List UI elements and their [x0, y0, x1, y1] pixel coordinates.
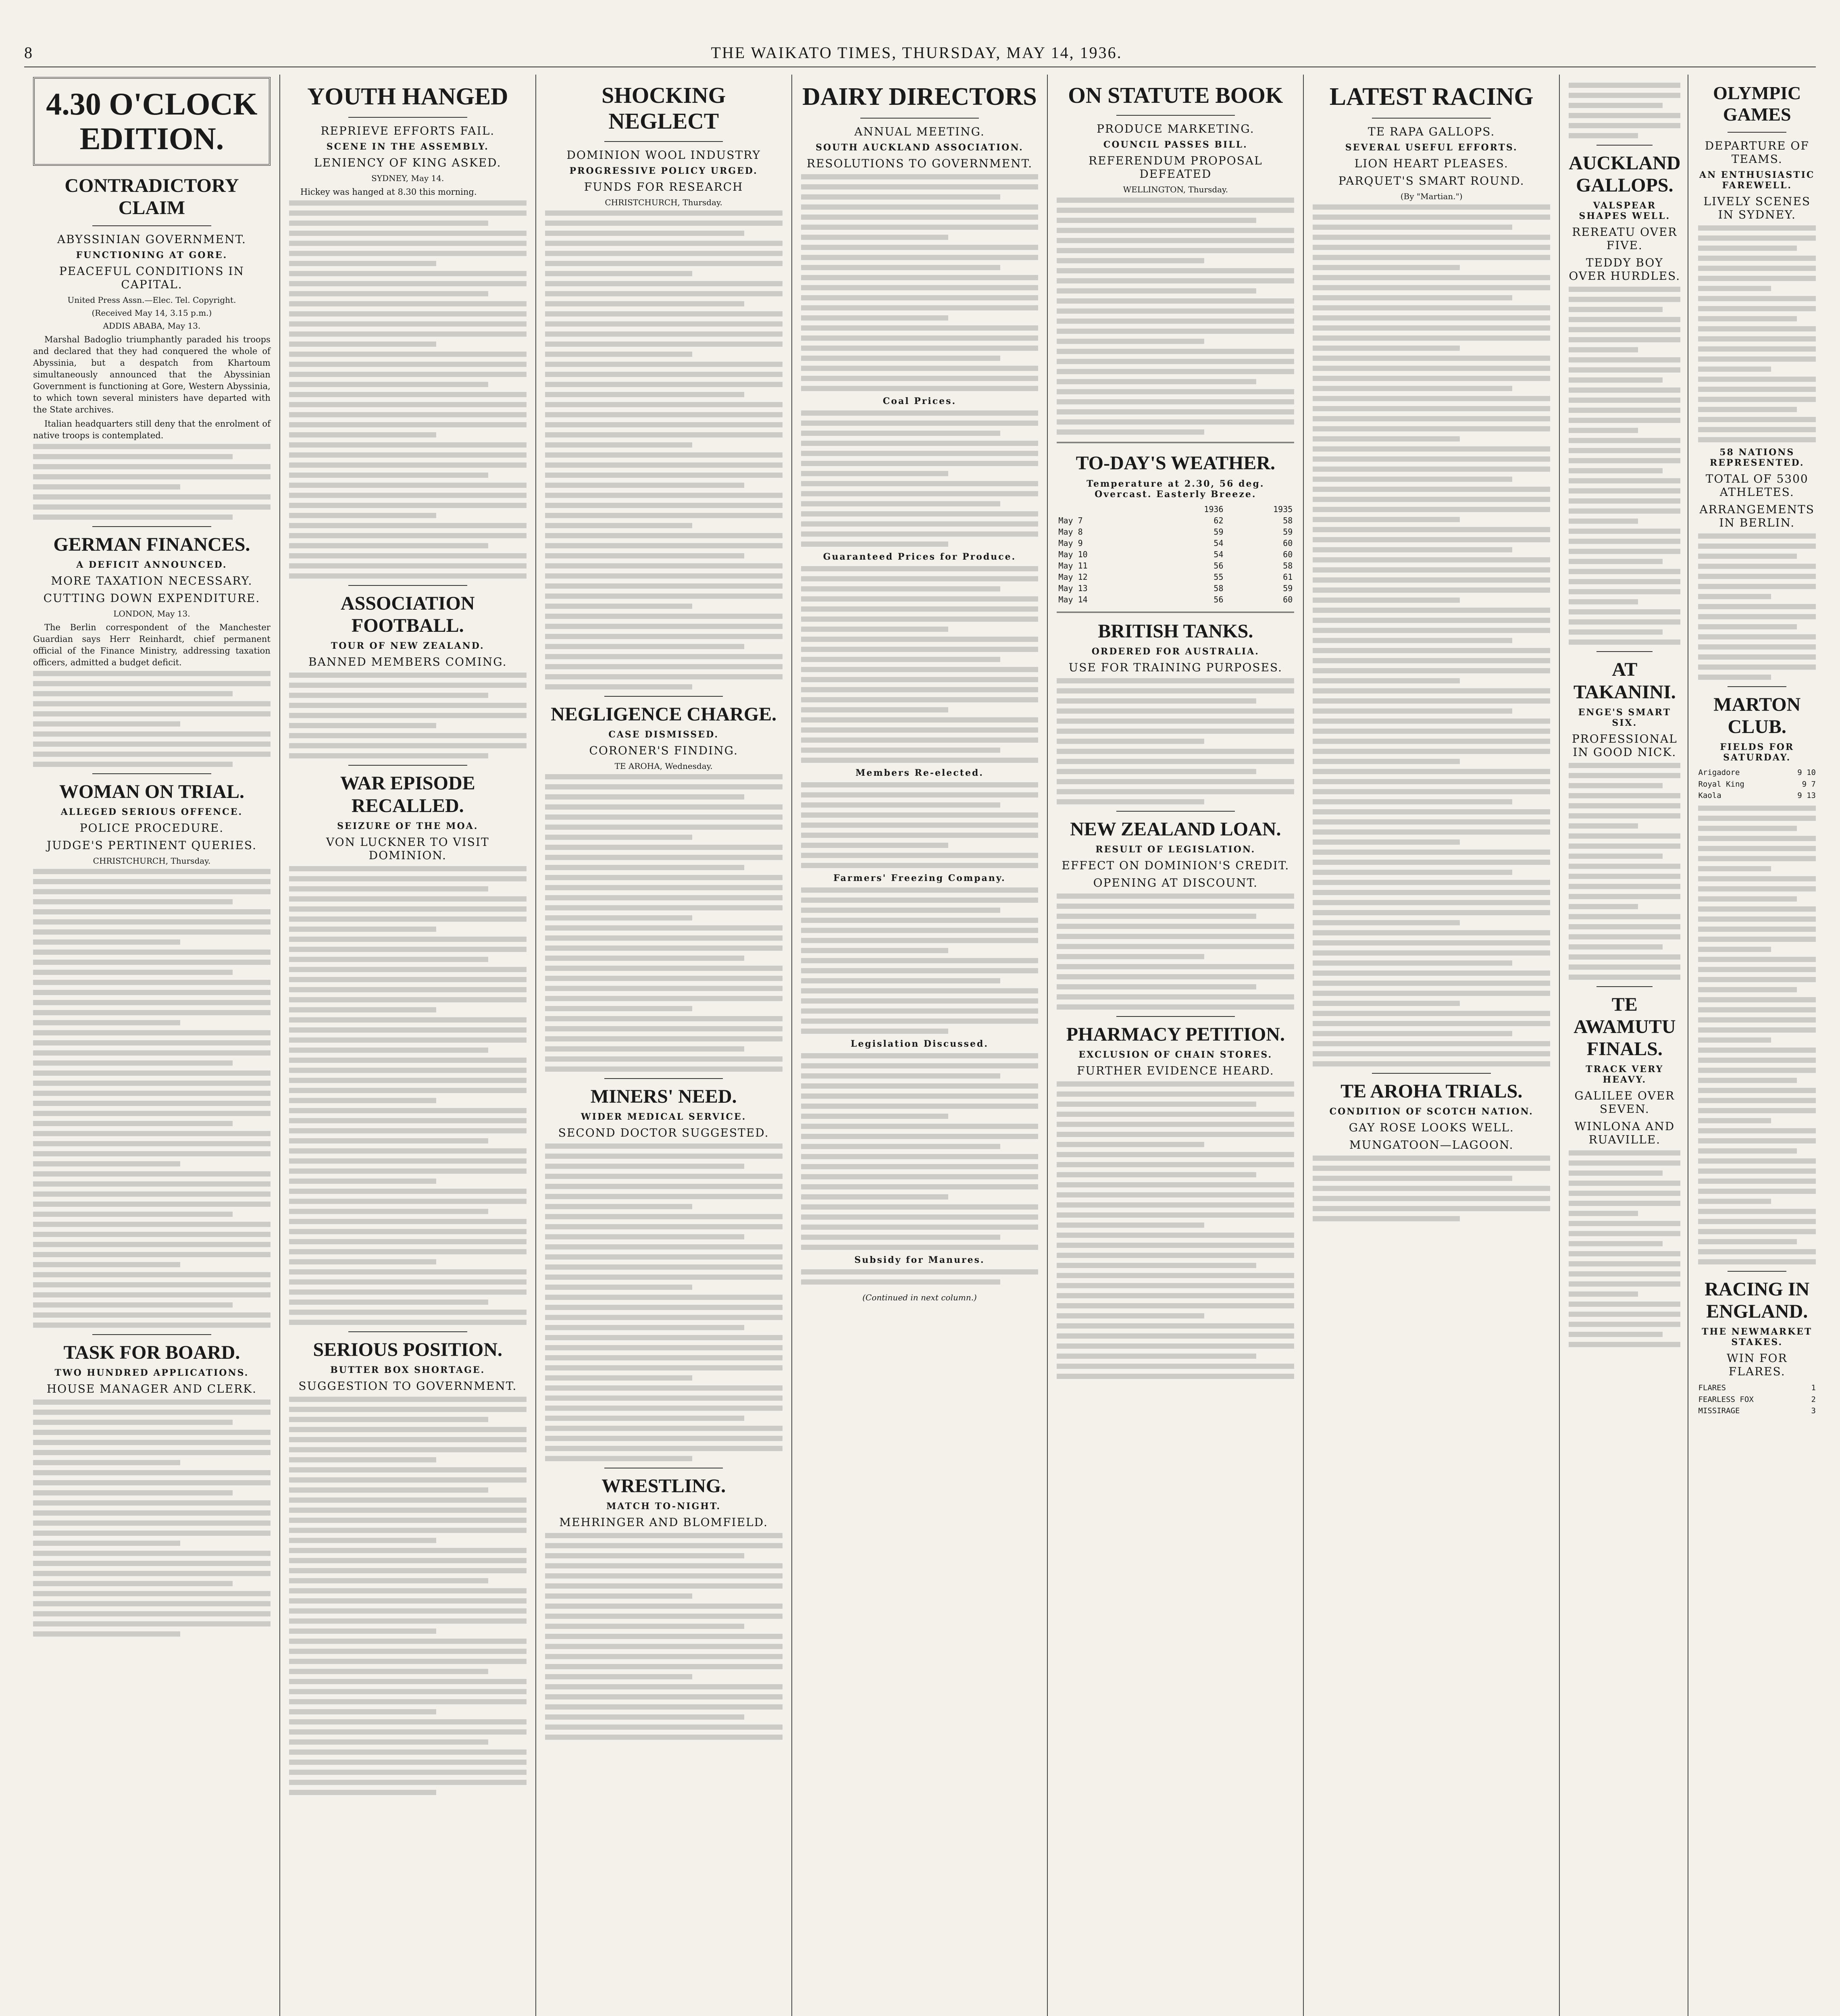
article-text-block: [801, 566, 1039, 763]
section-subhead: Farmers' Freezing Company.: [833, 873, 1006, 884]
article-text-block: [1569, 83, 1680, 138]
subhead: A DEFICIT ANNOUNCED.: [76, 559, 227, 570]
article-text-block: [545, 774, 783, 1072]
headline-british-tanks: BRITISH TANKS.: [1098, 620, 1253, 642]
subhead: DEPARTURE OF TEAMS.: [1705, 139, 1809, 166]
subhead: VALSPEAR SHAPES WELL.: [1579, 200, 1671, 222]
subhead: WINLONA AND RUAVILLE.: [1574, 1120, 1675, 1147]
article-text-block: [1698, 806, 1816, 1264]
section-subhead: Coal Prices.: [883, 396, 957, 407]
headline-olympic-games: OLYMPIC GAMES: [1713, 83, 1801, 125]
subhead: THE NEWMARKET STAKES.: [1702, 1327, 1813, 1348]
subhead: BUTTER BOX SHORTAGE.: [330, 1364, 485, 1375]
table-row: May 10 54 60: [1058, 549, 1293, 559]
headline-negligence-charge: NEGLIGENCE CHARGE.: [551, 703, 777, 725]
subhead: PROGRESSIVE POLICY URGED.: [569, 165, 758, 176]
column-5: [1048, 75, 1304, 2016]
table-row: May 9 54 60: [1058, 538, 1293, 548]
table-row: May 12 55 61: [1058, 572, 1293, 582]
dateline: CHRISTCHURCH, Thursday.: [93, 856, 211, 866]
headline-dairy-directors: DAIRY DIRECTORS: [802, 83, 1037, 110]
headline-german-finances: GERMAN FINANCES.: [53, 533, 250, 555]
subhead: PRODUCE MARKETING.: [1097, 122, 1255, 136]
article-text-block: [33, 671, 271, 767]
column-3: [536, 75, 792, 2016]
subhead: ABYSSINIAN GOVERNMENT.: [57, 232, 246, 246]
table-row: May 11 56 58: [1058, 560, 1293, 571]
race-entries: [1698, 767, 1816, 802]
article-text-block: [801, 887, 1039, 1034]
subhead: WIN FOR FLARES.: [1726, 1352, 1788, 1379]
received-line: (Received May 14, 3.15 p.m.): [92, 308, 212, 318]
year-header: 1935: [1273, 504, 1293, 514]
subhead: USE FOR TRAINING PURPOSES.: [1068, 660, 1283, 674]
subhead: WIDER MEDICAL SERVICE.: [581, 1112, 747, 1123]
subhead: FIELDS FOR SATURDAY.: [1720, 742, 1794, 763]
headline-association-football: ASSOCIATION FOOTBALL.: [341, 592, 475, 637]
subhead: SECOND DOCTOR SUGGESTED.: [558, 1126, 769, 1140]
headline-serious-position: SERIOUS POSITION.: [313, 1339, 503, 1360]
subhead: VON LUCKNER TO VISIT DOMINION.: [326, 835, 489, 862]
article-text-block: [1569, 287, 1680, 645]
year-header: 1936: [1204, 504, 1224, 514]
headline-war-episode: WAR EPISODE RECALLED.: [340, 773, 475, 816]
subhead: SCENE IN THE ASSEMBLY.: [326, 142, 489, 152]
article-text-block: [1698, 225, 1816, 442]
article-text-block: [33, 1400, 271, 1637]
weather-box: [1057, 442, 1294, 612]
dateline: TE AROHA, Wednesday.: [614, 761, 713, 771]
subhead: AN ENTHUSIASTIC FAREWELL.: [1699, 169, 1815, 191]
subhead: TEDDY BOY OVER HURDLES.: [1569, 256, 1681, 283]
credit-line: United Press Assn.—Elec. Tel. Copyright.: [67, 295, 236, 305]
dateline: WELLINGTON, Thursday.: [1123, 185, 1228, 195]
subhead: COUNCIL PASSES BILL.: [1103, 140, 1248, 150]
headline-on-statute-book: ON STATUTE BOOK: [1068, 83, 1283, 108]
article-text-block: [1569, 1150, 1680, 1347]
subhead: 58 NATIONS REPRESENTED.: [1709, 447, 1805, 468]
article-text-block: [1313, 204, 1550, 1066]
article-text-block: [289, 1397, 527, 1795]
weather-table: [1057, 504, 1294, 605]
newspaper-title: THE WAIKATO TIMES, THURSDAY, MAY 14, 1936.: [711, 43, 1122, 62]
article-text-block: [1569, 763, 1680, 980]
race-results: [1698, 1382, 1816, 1417]
subhead: EXCLUSION OF CHAIN STORES.: [1078, 1050, 1273, 1060]
headline-weather: TO-DAY'S WEATHER.: [1076, 452, 1276, 474]
section-subhead: Guaranteed Prices for Produce.: [823, 552, 1016, 562]
subhead: PEACEFUL CONDITIONS IN CAPITAL.: [59, 264, 244, 291]
column-6: [1304, 75, 1560, 2016]
list-item: FEARLESS FOX 2: [1698, 1395, 1816, 1404]
continued-note: (Continued in next column.): [862, 1293, 977, 1303]
table-row: May 8 59 59: [1058, 527, 1293, 537]
headline-te-aroha-trials: TE AROHA TRIALS.: [1340, 1081, 1523, 1102]
article-text-block: [545, 1143, 783, 1461]
article-paragraph: Hickey was hanged at 8.30 this morning.: [300, 187, 477, 197]
table-row: May 14 56 60: [1058, 594, 1293, 604]
dateline: ADDIS ABABA, May 13.: [103, 321, 201, 331]
weather-summary: Temperature at 2.30, 56 deg. Overcast. Easterly Breeze.: [1087, 478, 1265, 500]
headline-marton-club: MARTON CLUB.: [1713, 694, 1801, 737]
list-item: Kaola 9 13: [1698, 791, 1816, 800]
subhead: ALLEGED SERIOUS OFFENCE.: [60, 806, 243, 817]
page-number: 8: [24, 43, 33, 62]
subhead: DOMINION WOOL INDUSTRY: [566, 148, 761, 162]
subhead: FUNCTIONING AT GORE.: [76, 250, 228, 260]
article-paragraph: Italian headquarters still deny that the enrolment of native troops is contemplated.: [33, 419, 271, 440]
article-text-block: [33, 444, 271, 520]
article-text-block: [545, 210, 783, 689]
article-text-block: [1057, 678, 1294, 804]
subhead: LIVELY SCENES IN SYDNEY.: [1703, 194, 1811, 221]
table-row: May 7 62 58: [1058, 515, 1293, 525]
subhead: ORDERED FOR AUSTRALIA.: [1091, 646, 1259, 657]
headline-racing-in-england: RACING IN ENGLAND.: [1705, 1278, 1810, 1322]
article-text-block: [289, 866, 527, 1325]
headline-nz-loan: NEW ZEALAND LOAN.: [1070, 818, 1281, 840]
subhead: LENIENCY OF KING ASKED.: [314, 156, 502, 169]
dateline: LONDON, May 13.: [113, 608, 190, 619]
subhead: HOUSE MANAGER AND CLERK.: [46, 1382, 257, 1396]
article-text-block: [801, 782, 1039, 868]
article-text-block: [1313, 1156, 1550, 1221]
subhead: GALILEE OVER SEVEN.: [1574, 1089, 1675, 1116]
subhead: ARRANGEMENTS IN BERLIN.: [1699, 502, 1815, 529]
subhead: OPENING AT DISCOUNT.: [1093, 876, 1258, 889]
article-text-block: [801, 1269, 1039, 1285]
subhead: REREATU OVER FIVE.: [1572, 225, 1678, 252]
section-subhead: Legislation Discussed.: [850, 1039, 989, 1050]
article-text-block: [801, 174, 1039, 391]
headline-miners-need: MINERS' NEED.: [590, 1085, 737, 1107]
subhead: EFFECT ON DOMINION'S CREDIT.: [1062, 858, 1290, 872]
subhead: SEIZURE OF THE MOA.: [337, 821, 479, 831]
subhead: REFERENDUM PROPOSAL DEFEATED: [1089, 154, 1263, 181]
subhead: JUDGE'S PERTINENT QUERIES.: [46, 838, 257, 852]
section-subhead: Subsidy for Manures.: [854, 1255, 985, 1266]
article-text-block: [1698, 533, 1816, 680]
article-text-block: [1057, 198, 1294, 435]
list-item: Arigadore 9 10: [1698, 768, 1816, 777]
headline-youth-hanged: YOUTH HANGED: [307, 83, 508, 110]
subhead: MORE TAXATION NECESSARY.: [51, 574, 253, 587]
subhead: RESULT OF LEGISLATION.: [1095, 844, 1256, 855]
article-text-block: [289, 673, 527, 758]
subhead: TE RAPA GALLOPS.: [1368, 125, 1495, 139]
subhead: SUGGESTION TO GOVERNMENT.: [298, 1379, 517, 1393]
headline-shocking-neglect: SHOCKING NEGLECT: [602, 83, 726, 134]
column-7a: [1569, 75, 1688, 2016]
subhead: GAY ROSE LOOKS WELL.: [1349, 1121, 1514, 1135]
edition-banner: 4.30 O'CLOCK EDITION.: [33, 77, 271, 166]
headline-at-takanini: AT TAKANINI.: [1573, 659, 1676, 703]
dateline: SYDNEY, May 14.: [371, 173, 444, 183]
headline-contradictory-claim: CONTRADICTORY CLAIM: [65, 175, 239, 219]
list-item: Royal King 9 7: [1698, 779, 1816, 789]
subhead: PARQUET'S SMART ROUND.: [1338, 174, 1525, 188]
table-row: May 13 58 59: [1058, 583, 1293, 593]
article-paragraph: Marshal Badoglio triumphantly paraded his troops and declared that they had conquered the whole of Abyssinia, but a despatch from Khartoum simultaneously announced that the Abyssinian Government is functioning at Gore, Western Abyssinia, to which town several ministers have departed with the State archives.: [33, 334, 271, 414]
subhead: CONDITION OF SCOTCH NATION.: [1329, 1106, 1534, 1117]
headline-te-awamutu-finals: TE AWAMUTU FINALS.: [1574, 993, 1676, 1060]
subhead: TWO HUNDRED APPLICATIONS.: [54, 1368, 249, 1379]
subhead: TOTAL OF 5300 ATHLETES.: [1705, 472, 1809, 499]
article-text-block: [1057, 893, 1294, 1010]
subhead: MEHRINGER AND BLOMFIELD.: [559, 1516, 768, 1529]
list-item: MISSIRAGE 3: [1698, 1406, 1816, 1416]
subhead: CORONER'S FINDING.: [589, 744, 738, 757]
subhead: RESOLUTIONS TO GOVERNMENT.: [806, 157, 1033, 171]
article-paragraph: The Berlin correspondent of the Manchester Guardian says Herr Reinhardt, chief permanent official of the Finance Ministry, addressing taxation officers, admitted a budget deficit.: [33, 622, 271, 667]
headline-latest-racing: LATEST RACING: [1329, 83, 1534, 110]
subhead: TOUR OF NEW ZEALAND.: [331, 641, 485, 652]
subhead: MATCH TO-NIGHT.: [606, 1501, 721, 1512]
subhead: REPRIEVE EFFORTS FAIL.: [321, 124, 495, 137]
article-text-block: [545, 1533, 783, 1740]
subhead: SEVERAL USEFUL EFFORTS.: [1345, 142, 1518, 153]
subhead: BANNED MEMBERS COMING.: [308, 655, 507, 669]
subhead: SOUTH AUCKLAND ASSOCIATION.: [816, 142, 1024, 153]
list-item: FLARES 1: [1698, 1383, 1816, 1393]
subhead: MUNGATOON—LAGOON.: [1349, 1138, 1514, 1152]
byline: (By "Martian."): [1400, 192, 1463, 202]
subhead: POLICE PROCEDURE.: [79, 821, 224, 835]
headline-woman-on-trial: WOMAN ON TRIAL.: [59, 781, 244, 802]
headline-pharmacy-petition: PHARMACY PETITION.: [1066, 1023, 1285, 1045]
subhead: TRACK VERY HEAVY.: [1586, 1064, 1664, 1085]
subhead: PROFESSIONAL IN GOOD NICK.: [1571, 732, 1678, 759]
headline-task-for-board: TASK FOR BOARD.: [63, 1341, 240, 1363]
dateline: CHRISTCHURCH, Thursday.: [605, 197, 722, 207]
article-text-block: [801, 410, 1039, 547]
column-2: [280, 75, 536, 2016]
subhead: FUNDS FOR RESEARCH: [584, 180, 743, 194]
subhead: ANNUAL MEETING.: [854, 125, 985, 139]
headline-wrestling: WRESTLING.: [602, 1475, 726, 1497]
article-text-block: [1057, 1081, 1294, 1379]
subhead: CUTTING DOWN EXPENDITURE.: [43, 591, 260, 605]
masthead: [24, 38, 1816, 67]
headline-auckland-gallops: AUCKLAND GALLOPS.: [1569, 152, 1681, 196]
article-text-block: [33, 869, 271, 1328]
column-4: [792, 75, 1048, 2016]
subhead: CASE DISMISSED.: [608, 729, 719, 740]
subhead: ENGE'S SMART SIX.: [1578, 707, 1671, 728]
section-subhead: Members Re-elected.: [855, 768, 984, 779]
article-text-block: [289, 200, 527, 579]
column-1: [24, 75, 280, 2016]
article-text-block: [801, 1053, 1039, 1250]
column-7b: [1698, 75, 1816, 2016]
column-7: [1560, 75, 1816, 2016]
subhead: LION HEART PLEASES.: [1354, 157, 1509, 171]
subhead: FURTHER EVIDENCE HEARD.: [1077, 1064, 1274, 1078]
